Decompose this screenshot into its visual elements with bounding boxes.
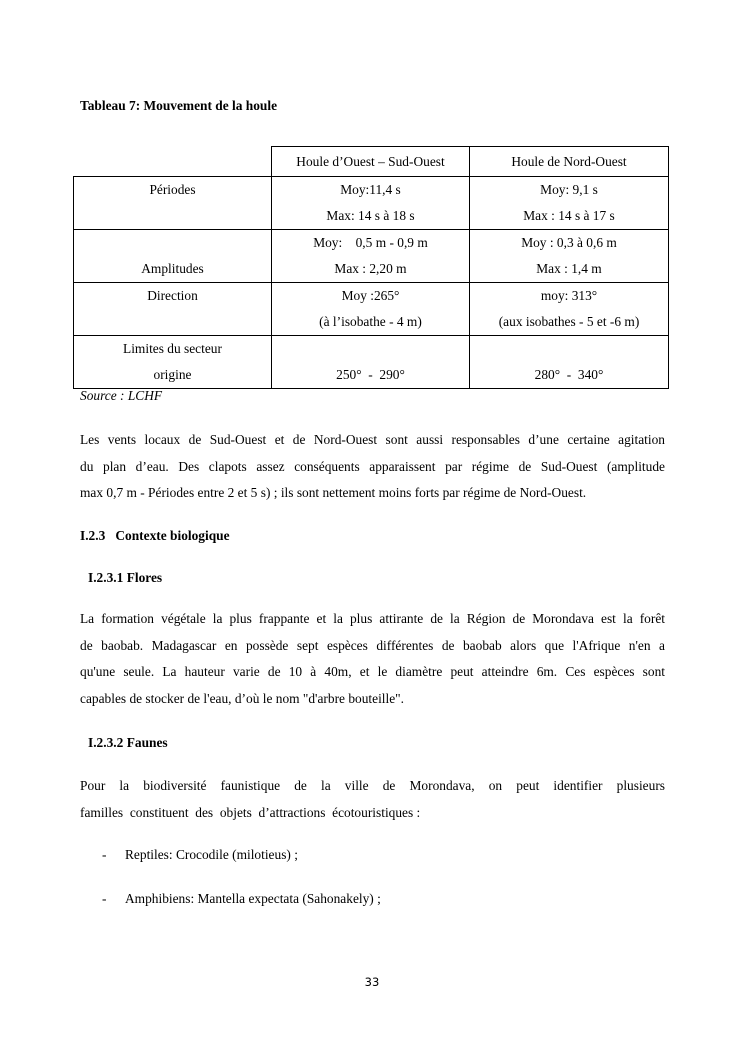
table-header-sw: Houle d’Ouest – Sud-Ouest [272,147,470,177]
bullet-dash: - [102,891,107,906]
row-label: Périodes [74,177,272,230]
cell-nw: 280° - 340° [470,336,669,389]
table-row [74,177,669,230]
bullet-text: Reptiles: Crocodile (milotieus) ; [125,847,298,862]
subsection-heading-flores: I.2.3.1 Flores [88,570,163,585]
cell-sw: Moy :265° (à l’isobathe - 4 m) [272,283,470,336]
table-source: Source : LCHF [80,388,163,403]
table-row [74,336,669,389]
row-label: Direction [74,283,272,336]
cell-nw: Moy: 9,1 s Max : 14 s à 17 s [470,177,669,230]
table-header-row [74,147,669,177]
row-label: Limites du secteur origine [74,336,272,389]
row-label: Amplitudes [74,230,272,283]
bullet-text: Amphibiens: Mantella expectata (Sahonakely) ; [125,891,381,906]
subsection-heading-faunes: I.2.3.2 Faunes [88,735,168,750]
cell-sw: Moy:11,4 s Max: 14 s à 18 s [272,177,470,230]
cell-nw: moy: 313° (aux isobathes - 5 et -6 m) [470,283,669,336]
list-item [102,847,298,863]
cell-sw: 250° - 290° [272,336,470,389]
bullet-dash: - [102,847,107,862]
paragraph-faunes: Pour la biodiversité faunistique de la ville de Morondava, on peut identifier plusieurs familles constituent des objets d’attractions écotouristiques : [80,778,665,820]
table-header-empty [74,147,272,177]
section-heading: I.2.3 Contexte biologique [80,528,230,543]
table-caption: Tableau 7: Mouvement de la houle [80,98,278,113]
houle-table [73,146,669,389]
cell-sw: Moy: 0,5 m - 0,9 m Max : 2,20 m [272,230,470,283]
paragraph-flores: La formation végétale la plus frappante et la plus attirante de la Région de Morondava est la forêt de baobab. Madagascar en possède sept espèces différentes de baobab alors que l'Afrique n'en a qu'une seule. La hauteur varie de 10 à 40m, et le diamètre peut atteindre 6m. Ces espèces sont capables de stocker de l'eau, d’où le nom "d'arbre bouteille". [80,611,665,706]
page-number: 33 [364,975,380,989]
list-item [102,891,381,907]
cell-nw: Moy : 0,3 à 0,6 m Max : 1,4 m [470,230,669,283]
table-row [74,283,669,336]
paragraph-winds: Les vents locaux de Sud-Ouest et de Nord-Ouest sont aussi responsables d’une certaine agitation du plan d’eau. Des clapots assez conséquents apparaissent par régime de Sud-Ouest (amplitude max 0,7 m - Périodes entre 2 et 5 s) ; ils sont nettement moins forts par régime de Nord-Ouest. [80,432,665,500]
table-header-nw: Houle de Nord-Ouest [470,147,669,177]
table-row [74,230,669,283]
